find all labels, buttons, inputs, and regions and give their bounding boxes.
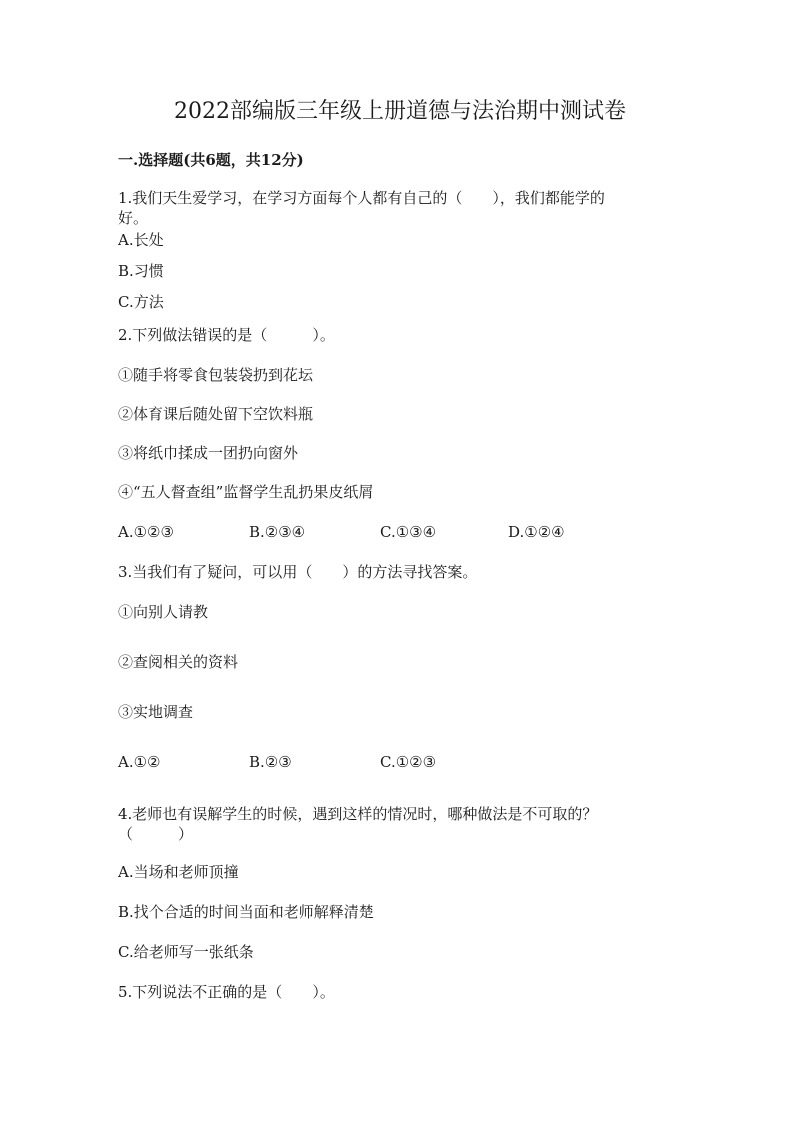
question-2-item-1: ①随手将零食包装袋扔到花坛 <box>118 366 314 384</box>
question-3-option-a: A.①② <box>118 753 161 771</box>
question-3-option-b: B.②③ <box>249 753 292 771</box>
question-2-option-c: C.①③④ <box>380 523 437 541</box>
question-3-item-1: ①向别人请教 <box>118 603 209 621</box>
question-4-stem: 4.老师也有误解学生的时候，遇到这样的情况时，哪种做法是不可取的？ <box>118 805 598 823</box>
section-heading: 一.选择题(共6题，共12分) <box>118 151 304 169</box>
question-4-option-a: A.当场和老师顶撞 <box>118 863 239 881</box>
question-3-item-3: ③实地调查 <box>118 703 194 721</box>
question-2-option-a: A.①②③ <box>118 523 174 541</box>
question-2-option-b: B.②③④ <box>249 523 306 541</box>
page-title: 2022部编版三年级上册道德与法治期中测试卷 <box>174 99 626 124</box>
question-1-stem-cont: 好。 <box>118 209 149 227</box>
question-4-option-b: B.找个合适的时间当面和老师解释清楚 <box>118 903 374 921</box>
question-3-item-2: ②查阅相关的资料 <box>118 653 239 671</box>
question-1-option-a: A.长处 <box>118 231 164 249</box>
question-1-option-c: C.方法 <box>118 293 164 311</box>
question-2-option-d: D.①②④ <box>508 523 565 541</box>
question-2-stem: 2.下列做法错误的是（ ）。 <box>118 326 335 344</box>
question-2-item-2: ②体育课后随处留下空饮料瓶 <box>118 405 314 423</box>
question-4-stem-cont: （ ） <box>118 825 194 843</box>
question-2-item-4: ④“五人督查组”监督学生乱扔果皮纸屑 <box>118 483 374 501</box>
question-2-item-3: ③将纸巾揉成一团扔向窗外 <box>118 444 299 462</box>
question-1-stem: 1.我们天生爱学习，在学习方面每个人都有自己的（ ），我们都能学的 <box>118 189 605 207</box>
question-3-option-c: C.①②③ <box>380 753 437 771</box>
question-5-stem: 5.下列说法不正确的是（ ）。 <box>118 983 335 1001</box>
question-1-option-b: B.习惯 <box>118 262 164 280</box>
question-4-option-c: C.给老师写一张纸条 <box>118 943 254 961</box>
question-3-stem: 3.当我们有了疑问，可以用（ ）的方法寻找答案。 <box>118 563 478 581</box>
